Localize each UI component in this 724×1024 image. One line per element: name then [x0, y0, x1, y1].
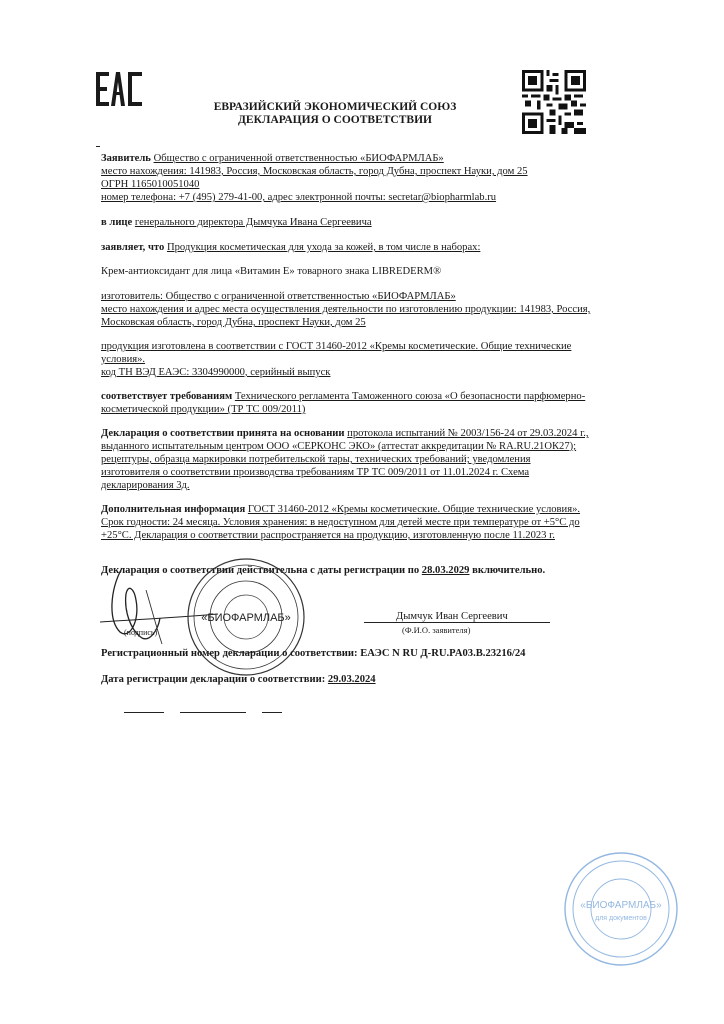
applicant-signatory-name: Дымчук Иван Сергеевич — [396, 611, 508, 622]
basis-value-4: изготовителя о соответствии производства требованиям ТР ТС 009/2011 от 11.01.2024 г. Схема — [101, 467, 530, 478]
dash-line-1 — [124, 712, 164, 713]
qr-code-icon — [522, 70, 586, 134]
declares-value: Продукция косметическая для ухода за кожей, в том числе в наборах: — [166, 242, 481, 253]
additional-value-2: Срок годности: 24 месяца. Условия хранения: в недоступном для детей месте при температуре от +5°С до — [101, 517, 580, 528]
seal-text: «БИОФАРМЛАБ» — [201, 612, 291, 624]
additional-label: Дополнительная информация — [101, 504, 246, 515]
validity-label: Декларация о соответствии действительна с даты регистрации по — [101, 565, 420, 576]
basis-value-5: декларирования 3д. — [101, 480, 190, 491]
applicant-ogrn: ОГРН 1165010051040 — [101, 179, 200, 190]
dash-line-3 — [262, 712, 282, 713]
basis-line — [101, 427, 589, 441]
additional-value: ГОСТ 31460-2012 «Кремы косметические. Общие технические условия». — [247, 504, 581, 515]
eac-logo-icon — [96, 72, 142, 106]
validity-suffix: включительно. — [472, 565, 546, 576]
requirements-label: соответствует требованиям — [101, 391, 233, 402]
manufacturer-address-cont: Московская область, город Дубна, проспект Науки, дом 25 — [101, 317, 366, 328]
applicant-name: Общество с ограниченной ответственностью «БИОФАРМЛАБ» — [153, 153, 444, 164]
basis-value-2: выданного испытательным центром ООО «СЕРКОНС ЭКО» (аттестат аккредитации № RA.RU.21ОК27); — [101, 441, 577, 452]
basis-label: Декларация о соответствии принята на основании — [101, 428, 345, 439]
registration-number-line — [101, 647, 525, 661]
dash-mark — [96, 146, 100, 147]
person-label: в лице — [101, 217, 133, 228]
requirements-value: Технического регламента Таможенного союза «О безопасности парфюмерно- — [234, 391, 586, 402]
applicant-label: Заявитель — [101, 153, 151, 164]
copy-seal-caption: для документов — [595, 915, 647, 922]
person-line — [101, 216, 372, 230]
registration-date-line — [101, 673, 376, 687]
signature-caption: (подпись) — [124, 628, 158, 637]
document-title: ДЕКЛАРАЦИЯ О СООТВЕТСТВИИ — [238, 114, 432, 126]
basis-value-3: рецептуры, образца маркировки потребительской тары, технических требований; уведомления — [101, 454, 531, 465]
registration-date-label: Дата регистрации декларации о соответствии: — [101, 674, 326, 685]
standard-line-cont: условия». — [101, 354, 146, 365]
declares-line — [101, 241, 480, 255]
applicant-location: место нахождения: 141983, Россия, Московская область, город Дубна, проспект Науки, дом 25 — [101, 166, 528, 177]
standard-line: продукция изготовлена в соответствии с ГОСТ 31460-2012 «Кремы косметические. Общие технические — [101, 341, 572, 352]
hs-code: код ТН ВЭД ЕАЭС: 3304990000, серийный выпуск — [101, 367, 331, 378]
person-name: генерального директора Дымчука Ивана Сергеевича — [134, 217, 372, 228]
applicant-contacts: номер телефона: +7 (495) 279-41-00, адрес электронной почты: secretar@biopharmlab.ru — [101, 192, 497, 203]
name-underline — [364, 622, 550, 623]
requirements-line — [101, 390, 585, 404]
applicant-line — [101, 152, 444, 166]
registration-number: ЕАЭС N RU Д-RU.PA03.B.23216/24 — [360, 648, 526, 659]
manufacturer-address: место нахождения и адрес места осуществления деятельности по изготовлению продукции: 141983, Россия, — [101, 304, 591, 315]
declares-label: заявляет, что — [101, 242, 165, 253]
dash-line-2 — [180, 712, 246, 713]
signatory-caption: (Ф.И.О. заявителя) — [402, 625, 471, 635]
validity-date: 28.03.2029 — [421, 565, 470, 576]
union-title: ЕВРАЗИЙСКИЙ ЭКОНОМИЧЕСКИЙ СОЮЗ — [213, 101, 457, 113]
requirements-value-cont: косметической продукции» (ТР ТС 009/2011) — [101, 404, 306, 415]
registration-number-label: Регистрационный номер декларации о соответствии: — [101, 648, 358, 659]
basis-value: протокола испытаний № 2003/156-24 от 29.03.2024 г., — [347, 428, 589, 439]
manufacturer-name: изготовитель: Общество с ограниченной ответственностью «БИОФАРМЛАБ» — [101, 291, 456, 302]
copy-seal-icon — [562, 850, 680, 968]
product-name: Крем-антиоксидант для лица «Витамин Е» товарного знака LIBREDERM® — [101, 266, 442, 277]
registration-date: 29.03.2024 — [327, 674, 376, 685]
copy-seal-text: «БИОФАРМЛАБ» — [580, 900, 662, 911]
additional-line — [101, 503, 580, 517]
additional-value-3: +25°С. Декларация о соответствии распространяется на продукцию, изготовленную после 11.2023 г. — [101, 530, 555, 541]
